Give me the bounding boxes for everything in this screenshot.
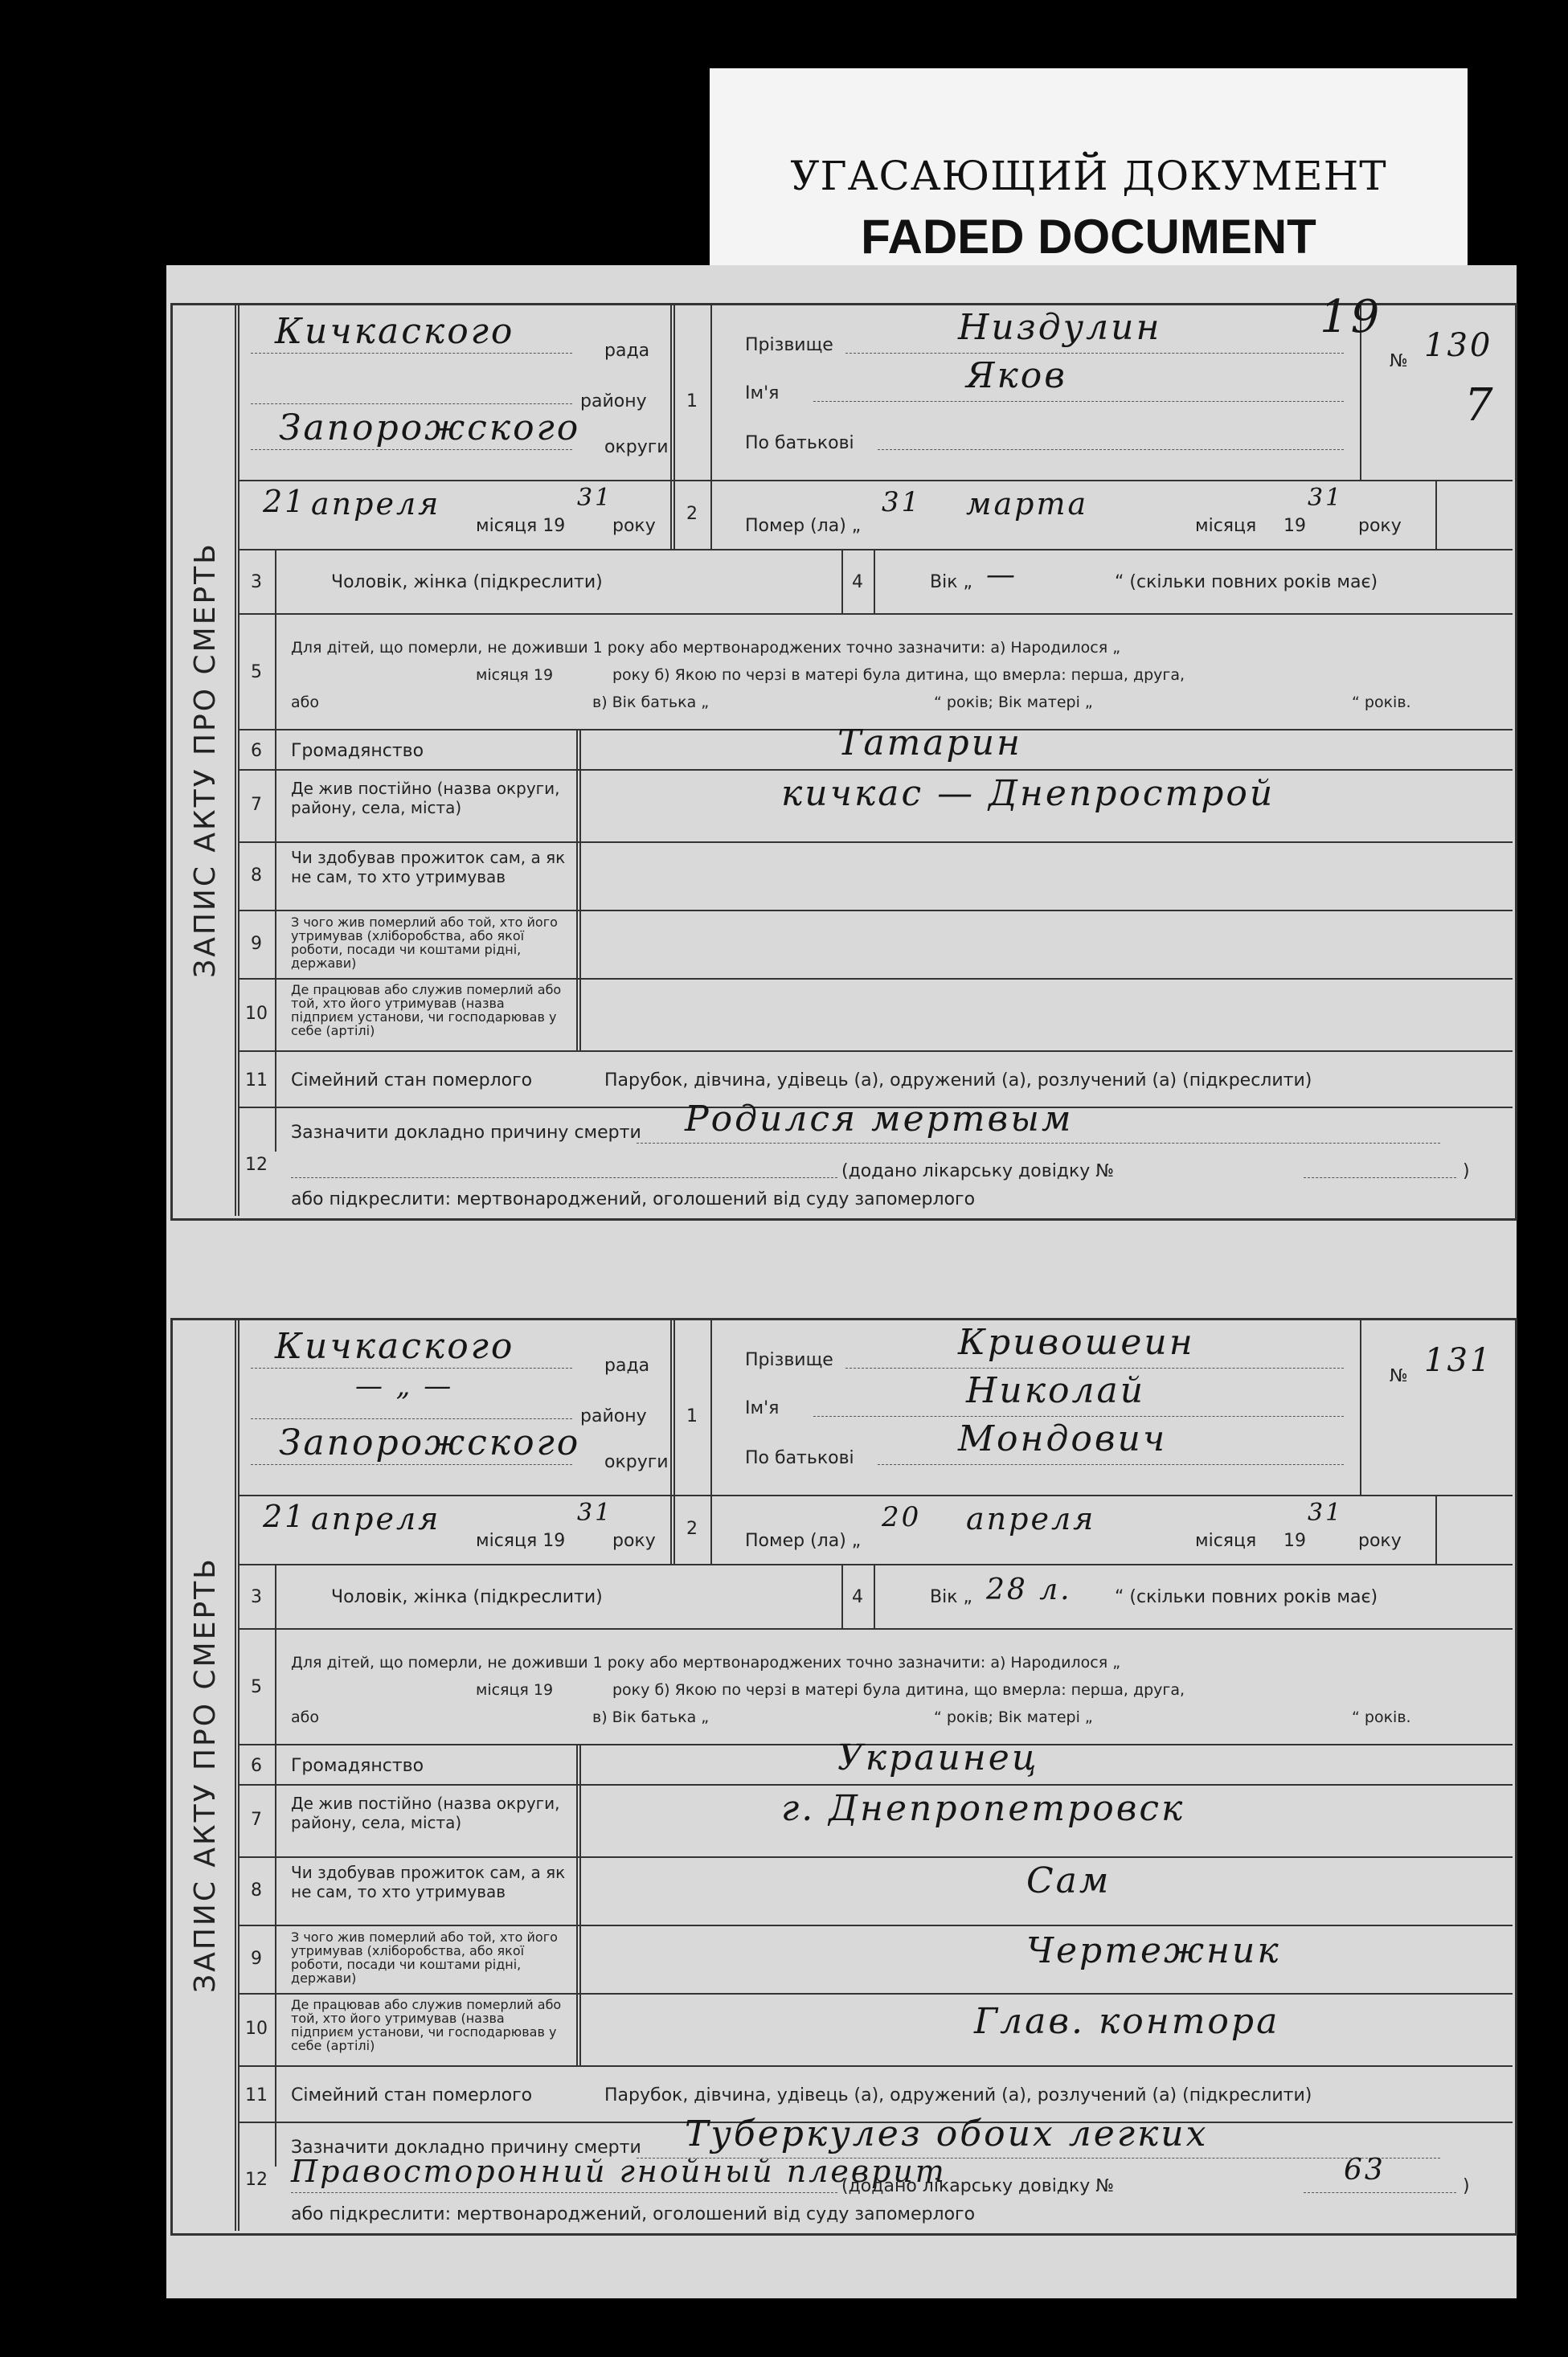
name-label: Ім'я — [745, 1398, 780, 1418]
citizenship-value: Татарин — [837, 722, 1023, 763]
age-value: 28 л. — [986, 1573, 1072, 1606]
record-number-label: № — [1390, 1366, 1408, 1386]
surname-value: Низдулин — [958, 307, 1162, 348]
death-month: апреля — [966, 1501, 1096, 1537]
death-month: марта — [966, 486, 1089, 522]
died-label: Помер (ла) „ — [745, 1531, 862, 1551]
age-value: — — [986, 559, 1017, 591]
record-number: 130 — [1424, 327, 1493, 364]
cert-close: ) — [1463, 1161, 1470, 1181]
death-day: 31 — [882, 486, 922, 518]
residence-label: Де жив постійно (назва округи, району, села, міста) — [291, 1794, 560, 1832]
age-label: Вік „ — [930, 1587, 972, 1607]
okrug-label: округи — [604, 437, 669, 457]
died-month-label: місяця — [1195, 516, 1257, 536]
marital-options: Парубок, дівчина, удівець (а), одружений (а), розлучений (а) (підкреслити) — [604, 1070, 1312, 1091]
died-19-label: 19 — [1283, 1531, 1306, 1551]
death-day: 20 — [882, 1501, 922, 1533]
rada-value: Кичкаского — [275, 311, 515, 352]
faded-label-ru: УГАСАЮЩИЙ ДОКУМЕНТ — [790, 153, 1387, 199]
death-year: 31 — [1308, 484, 1344, 512]
children-line-3c: “ років; Вік матері „ — [934, 1708, 1093, 1726]
source-value: Чертежник — [1026, 1930, 1281, 1971]
cause-value-2: Правосторонний гнойный плеврит — [291, 2154, 947, 2189]
surname-label: Прізвище — [745, 335, 833, 355]
cert-number: 63 — [1344, 2154, 1386, 2187]
reg-month: апреля — [311, 486, 441, 522]
cause-label: Зазначити докладно причину смерти — [291, 2138, 641, 2158]
record-number: 131 — [1424, 1342, 1493, 1379]
rada-value: Кичкаского — [275, 1326, 515, 1367]
children-line-2a: місяця 19 — [476, 666, 554, 684]
sex-label: Чоловік, жінка (підкреслити) — [331, 1587, 603, 1607]
residence-value: кичкас — Днепрострой — [781, 773, 1275, 814]
cert-label: (додано лікарську довідку № — [841, 1161, 1115, 1181]
age-label: Вік „ — [930, 572, 972, 592]
source-label: З чого жив померлий або той, хто його утримував (хліборобства, або якої роботи, посади чи коштами рідні, держави) — [291, 1929, 558, 1986]
residence-label: Де жив постійно (назва округи, району, села, міста) — [291, 779, 560, 817]
citizenship-label: Громадянство — [291, 1756, 424, 1776]
marital-options: Парубок, дівчина, удівець (а), одружений (а), розлучений (а) (підкреслити) — [604, 2085, 1312, 2105]
livelihood-value: Сам — [1026, 1860, 1112, 1901]
record-number-label: № — [1390, 351, 1408, 371]
okrug-label: округи — [604, 1452, 669, 1472]
children-line-1: Для дітей, що померли, не доживши 1 року або мертвонароджених точно зазначити: а) Народилося „ — [291, 1654, 1121, 1672]
okrug-value: Запорожского — [279, 407, 581, 448]
age-suffix: “ (скільки повних років має) — [1115, 1587, 1378, 1607]
children-line-3d: “ років. — [1352, 1708, 1411, 1726]
age-suffix: “ (скільки повних років має) — [1115, 572, 1378, 592]
raion-label: району — [580, 1406, 647, 1426]
name-value: Николай — [966, 1370, 1146, 1411]
livelihood-label: Чи здобував прожиток сам, а як не сам, то хто утримував — [291, 848, 566, 886]
death-year: 31 — [1308, 1499, 1344, 1527]
surname-value: Кривошеин — [958, 1322, 1195, 1363]
children-line-3d: “ років. — [1352, 694, 1411, 711]
died-19-label: 19 — [1283, 516, 1306, 536]
cert-label: (додано лікарську довідку № — [841, 2176, 1115, 2196]
cause-value-1: Туберкулез обоих легких — [685, 2114, 1209, 2154]
workplace-label: Де працював або служив померлий або той, хто його утримував (назва підприєм установи, чи господарював у себе (артілі) — [291, 982, 562, 1038]
citizenship-value: Украинец — [837, 1737, 1039, 1778]
children-line-3a: або — [291, 694, 319, 711]
reg-month-label: місяця 19 — [476, 516, 566, 536]
marital-label: Сімейний стан померлого — [291, 2085, 533, 2105]
stillborn-label: або підкреслити: мертвонароджений, оголошений від суду запомерлого — [291, 2204, 976, 2224]
patronymic-label: По батькові — [745, 1448, 854, 1468]
raion-value: — „ — — [355, 1370, 454, 1402]
stillborn-label: або підкреслити: мертвонароджений, оголошений від суду запомерлого — [291, 1189, 976, 1209]
livelihood-label: Чи здобував прожиток сам, а як не сам, то хто утримував — [291, 1863, 566, 1901]
corner-mark: 19 — [1320, 291, 1382, 343]
sex-label: Чоловік, жінка (підкреслити) — [331, 572, 603, 592]
reg-year-label: року — [612, 1531, 656, 1551]
children-line-2b: року б) Якою по черзі в матері була дитина, що вмерла: перша, друга, — [612, 1681, 1185, 1699]
died-year-label: року — [1358, 516, 1402, 536]
died-label: Помер (ла) „ — [745, 516, 862, 536]
name-label: Ім'я — [745, 383, 780, 403]
reg-day: 21 — [263, 484, 307, 519]
children-line-2b: року б) Якою по черзі в матері була дитина, що вмерла: перша, друга, — [612, 666, 1185, 684]
citizenship-label: Громадянство — [291, 741, 424, 761]
workplace-label: Де працював або служив померлий або той, хто його утримував (назва підприєм установи, чи господарював у себе (артілі) — [291, 1997, 562, 2053]
children-line-3c: “ років; Вік матері „ — [934, 694, 1093, 711]
reg-day: 21 — [263, 1499, 307, 1534]
died-year-label: року — [1358, 1531, 1402, 1551]
okrug-value: Запорожского — [279, 1422, 581, 1463]
reg-year: 31 — [577, 1499, 613, 1527]
children-line-2a: місяця 19 — [476, 1681, 554, 1699]
reg-year-label: року — [612, 516, 656, 536]
children-line-3a: або — [291, 1708, 319, 1726]
raion-label: району — [580, 391, 647, 411]
died-month-label: місяця — [1195, 1531, 1257, 1551]
source-label: З чого жив померлий або той, хто його утримував (хліборобства, або якої роботи, посади чи коштами рідні, держави) — [291, 915, 558, 971]
record-side-title: ЗАПИС АКТУ ПРО СМЕРТЬ — [188, 541, 222, 978]
faded-label-en: FADED DOCUMENT — [861, 210, 1316, 264]
corner-mark-2: 7 — [1464, 379, 1496, 432]
reg-month-label: місяця 19 — [476, 1531, 566, 1551]
residence-value: г. Днепропетровск — [781, 1788, 1185, 1829]
surname-label: Прізвище — [745, 1350, 833, 1370]
children-line-1: Для дітей, що померли, не доживши 1 року або мертвонароджених точно зазначити: а) Народилося „ — [291, 639, 1121, 657]
children-line-3b: в) Вік батька „ — [592, 1708, 710, 1726]
marital-label: Сімейний стан померлого — [291, 1070, 533, 1091]
cause-value-1: Родился мертвым — [685, 1099, 1074, 1140]
cert-close: ) — [1463, 2176, 1470, 2196]
patronymic-label: По батькові — [745, 433, 854, 453]
patronymic-value: Мондович — [958, 1418, 1168, 1459]
cause-label: Зазначити докладно причину смерти — [291, 1123, 641, 1143]
children-line-3b: в) Вік батька „ — [592, 694, 710, 711]
rada-label: рада — [604, 341, 650, 361]
reg-month: апреля — [311, 1501, 441, 1537]
rada-label: рада — [604, 1356, 650, 1376]
name-value: Яков — [966, 355, 1067, 396]
workplace-value: Глав. контора — [974, 2001, 1280, 2042]
record-side-title: ЗАПИС АКТУ ПРО СМЕРТЬ — [188, 1556, 222, 1993]
reg-year: 31 — [577, 484, 613, 512]
